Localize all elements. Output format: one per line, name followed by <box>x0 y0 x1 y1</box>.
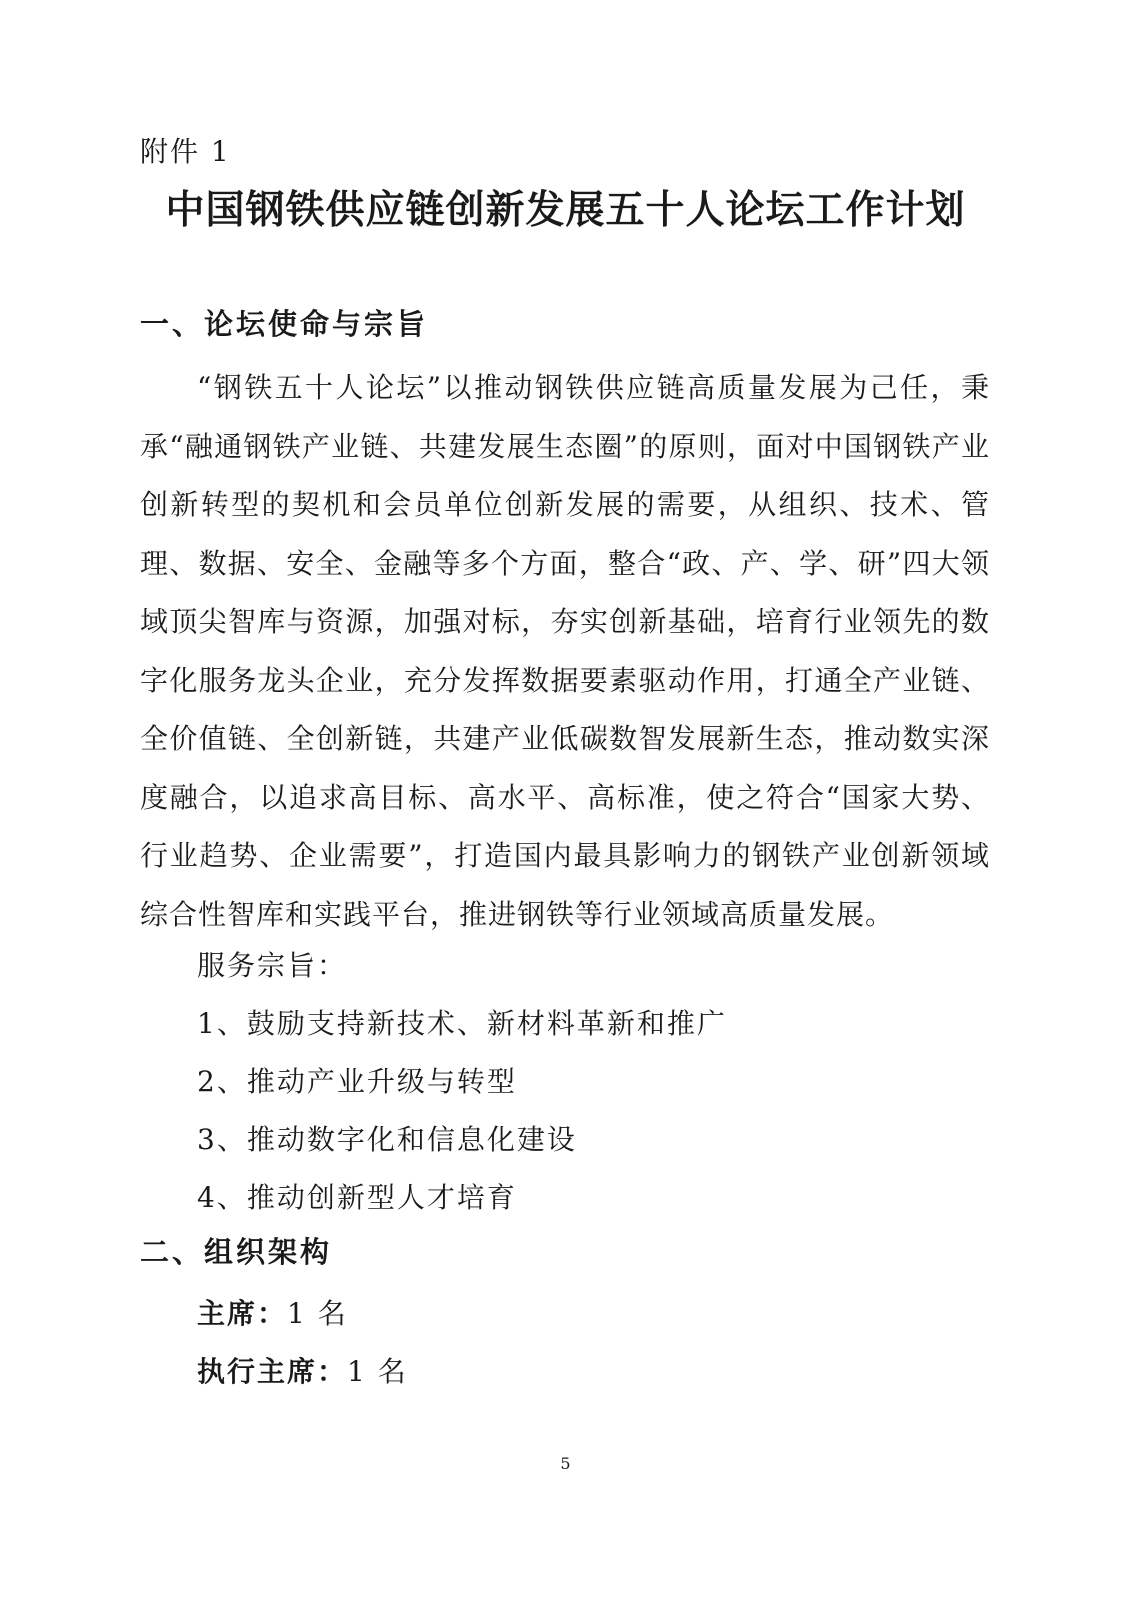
section-heading-organization: 二、组织架构 <box>140 1235 333 1269</box>
chair-label: 主席： <box>197 1297 288 1330</box>
purpose-item-2: 2、推动产业升级与转型 <box>197 1065 517 1098</box>
executive-chair-label: 执行主席： <box>197 1355 348 1388</box>
document-title: 中国钢铁供应链创新发展五十人论坛工作计划 <box>165 188 966 233</box>
executive-chair-count: 1 名 <box>347 1355 408 1388</box>
executive-chair-line <box>197 1352 408 1392</box>
chair-count: 1 名 <box>287 1297 348 1330</box>
section-heading-mission: 一、论坛使命与宗旨 <box>140 307 429 341</box>
page-number: 5 <box>560 1454 571 1473</box>
purpose-item-4: 4、推动创新型人才培育 <box>197 1181 517 1214</box>
purpose-item-3: 3、推动数字化和信息化建设 <box>197 1123 577 1156</box>
attachment-label: 附件 1 <box>140 135 231 168</box>
chair-line <box>197 1294 348 1334</box>
mission-paragraph: “钢铁五十人论坛”以推动钢铁供应链高质量发展为己任，秉承“融通钢铁产业链、共建发展生态圈”的原则，面对中国钢铁产业创新转型的契机和会员单位创新发展的需要，从组织、技术、管理、数据、安全、金融等多个方面，整合“政、产、学、研”四大领域顶尖智库与资源，加强对标，夯实创新基础，培育行业领先的数字化服务龙头企业，充分发挥数据要素驱动作用，打通全产业链、全价值链、全创新链，共建产业低碳数智发展新生态，推动数实深度融合，以追求高目标、高水平、高标准，使之符合“国家大势、行业趋势、企业需要”，打造国内最具影响力的钢铁产业创新领域综合性智库和实践平台，推进钢铁等行业领域高质量发展。 <box>140 371 990 931</box>
purpose-item-1: 1、鼓励支持新技术、新材料革新和推广 <box>197 1007 727 1040</box>
service-purpose-label: 服务宗旨： <box>197 949 348 982</box>
